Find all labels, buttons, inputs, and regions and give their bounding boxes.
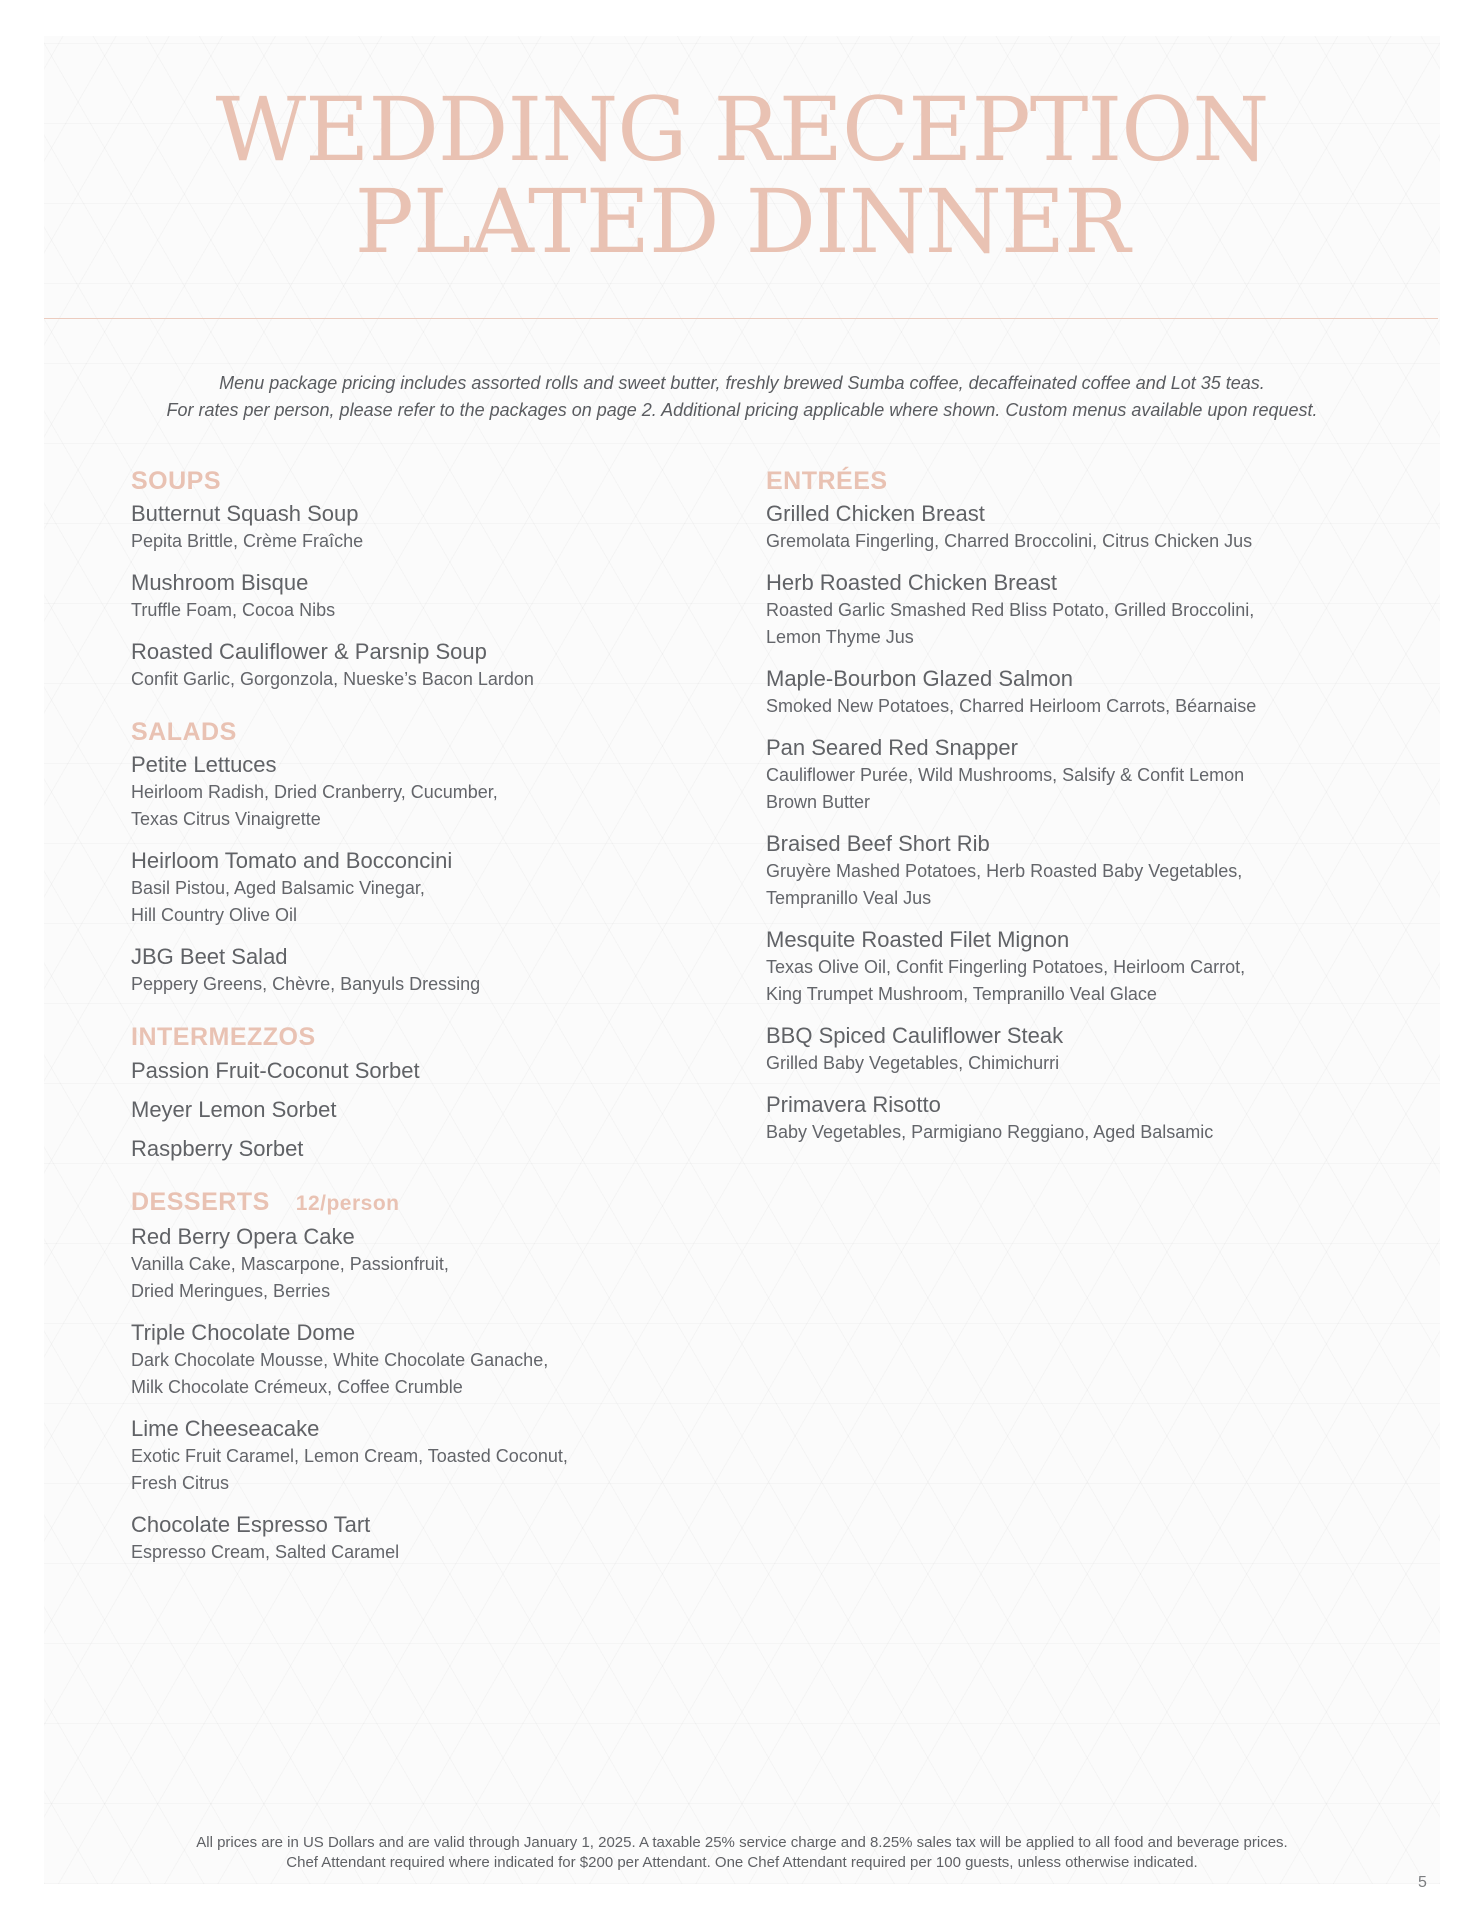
item-name: Butternut Squash Soup (131, 501, 359, 526)
menu-item (766, 500, 1366, 555)
item-description: Pepita Brittle, Crème Fraîche (131, 531, 364, 551)
menu-item (766, 1022, 1366, 1077)
item-name: BBQ Spiced Cauliflower Steak (766, 1023, 1064, 1048)
menu-item (131, 1056, 691, 1085)
item-description: Milk Chocolate Crémeux, Coffee Crumble (131, 1377, 463, 1397)
section-title-desserts (131, 1187, 691, 1219)
item-description: Exotic Fruit Caramel, Lemon Cream, Toasted Coconut, (131, 1446, 568, 1466)
item-name: Meyer Lemon Sorbet (131, 1097, 337, 1122)
item-description: Fresh Citrus (131, 1473, 230, 1493)
title-line-1: WEDDING RECEPTION (215, 78, 1269, 181)
menu-item (766, 665, 1366, 720)
item-name: Heirloom Tomato and Bocconcini (131, 848, 453, 873)
menu-item (766, 1091, 1366, 1146)
item-description: Tempranillo Veal Jus (766, 888, 932, 908)
item-description: Smoked New Potatoes, Charred Heirloom Carrots, Béarnaise (766, 696, 1257, 716)
menu-item (131, 1511, 691, 1566)
menu-item (131, 1319, 691, 1401)
item-description: Dark Chocolate Mousse, White Chocolate Ganache, (131, 1350, 549, 1370)
intermezzos-section (131, 1022, 691, 1163)
menu-item (131, 751, 691, 833)
item-name: Maple-Bourbon Glazed Salmon (766, 666, 1073, 691)
item-description: Baby Vegetables, Parmigiano Reggiano, Aged Balsamic (766, 1122, 1214, 1142)
item-name: Mushroom Bisque (131, 570, 309, 595)
item-name: Braised Beef Short Rib (766, 831, 990, 856)
item-description: Basil Pistou, Aged Balsamic Vinegar, (131, 878, 425, 898)
salads-section (131, 717, 691, 998)
intro-line-2: For rates per person, please refer to the packages on page 2. Additional pricing applicable where shown. Custom menus available upon request. (166, 400, 1318, 420)
entrees-section (766, 466, 1366, 1146)
intro-line-1: Menu package pricing includes assorted rolls and sweet butter, freshly brewed Sumba coffee, decaffeinated coffee and Lot 35 teas. (219, 373, 1265, 393)
menu-item (131, 1415, 691, 1497)
item-description: Gremolata Fingerling, Charred Broccolini, Citrus Chicken Jus (766, 531, 1253, 551)
item-description: Roasted Garlic Smashed Red Bliss Potato, Grilled Broccolini, (766, 600, 1255, 620)
item-description: Cauliflower Purée, Wild Mushrooms, Salsify & Confit Lemon (766, 765, 1245, 785)
item-name: Primavera Risotto (766, 1092, 941, 1117)
menu-item (131, 1134, 691, 1163)
item-description: Peppery Greens, Chèvre, Banyuls Dressing (131, 974, 481, 994)
desserts-title-label: DESSERTS (131, 1188, 270, 1216)
menu-item (131, 1223, 691, 1305)
item-description: Vanilla Cake, Mascarpone, Passionfruit, (131, 1254, 449, 1274)
menu-item (131, 1095, 691, 1124)
section-title-intermezzos: INTERMEZZOS (131, 1023, 316, 1051)
menu-item (131, 569, 691, 624)
item-name: Raspberry Sorbet (131, 1136, 304, 1161)
item-name: JBG Beet Salad (131, 944, 288, 969)
footer-line-2: Chef Attendant required where indicated for $200 per Attendant. One Chef Attendant required per 100 guests, unless otherwise indicated. (286, 1854, 1198, 1871)
title-line-2: PLATED DINNER (354, 170, 1130, 273)
item-name: Mesquite Roasted Filet Mignon (766, 927, 1070, 952)
desserts-price: 12/person (295, 1192, 400, 1215)
item-description: Texas Citrus Vinaigrette (131, 809, 321, 829)
footer-disclaimer (44, 1833, 1440, 1873)
title-divider (44, 318, 1438, 319)
item-name: Lime Cheeseacake (131, 1416, 320, 1441)
menu-item (766, 569, 1366, 651)
item-name: Grilled Chicken Breast (766, 501, 985, 526)
menu-item (131, 500, 691, 555)
item-description: Lemon Thyme Jus (766, 627, 914, 647)
item-name: Pan Seared Red Snapper (766, 735, 1018, 760)
menu-item (131, 847, 691, 929)
item-name: Petite Lettuces (131, 752, 277, 777)
item-name: Chocolate Espresso Tart (131, 1512, 371, 1537)
section-title-salads: SALADS (131, 718, 237, 746)
left-column (131, 466, 691, 1590)
section-title-soups: SOUPS (131, 467, 222, 495)
page-title (44, 78, 1440, 273)
item-name: Roasted Cauliflower & Parsnip Soup (131, 639, 487, 664)
soups-section (131, 466, 691, 693)
item-description: King Trumpet Mushroom, Tempranillo Veal Glace (766, 984, 1157, 1004)
item-description: Espresso Cream, Salted Caramel (131, 1542, 400, 1562)
item-description: Grilled Baby Vegetables, Chimichurri (766, 1053, 1060, 1073)
desserts-section (131, 1187, 691, 1566)
item-description: Truffle Foam, Cocoa Nibs (131, 600, 336, 620)
menu-item (131, 943, 691, 998)
item-name: Triple Chocolate Dome (131, 1320, 356, 1345)
item-description: Confit Garlic, Gorgonzola, Nueske’s Bacon Lardon (131, 669, 534, 689)
item-description: Dried Meringues, Berries (131, 1281, 331, 1301)
menu-item (766, 830, 1366, 912)
menu-item (766, 734, 1366, 816)
menu-item (766, 926, 1366, 1008)
item-name: Herb Roasted Chicken Breast (766, 570, 1058, 595)
item-name: Passion Fruit-Coconut Sorbet (131, 1058, 420, 1083)
menu-item (131, 638, 691, 693)
intro-text (44, 370, 1440, 424)
item-description: Heirloom Radish, Dried Cranberry, Cucumber, (131, 782, 498, 802)
right-column (766, 466, 1366, 1170)
footer-line-1: All prices are in US Dollars and are valid through January 1, 2025. A taxable 25% service charge and 8.25% sales tax will be applied to all food and beverage prices. (196, 1834, 1288, 1851)
item-description: Gruyère Mashed Potatoes, Herb Roasted Baby Vegetables, (766, 861, 1243, 881)
page-number: 5 (1418, 1874, 1427, 1891)
item-description: Brown Butter (766, 792, 871, 812)
item-description: Hill Country Olive Oil (131, 905, 298, 925)
item-name: Red Berry Opera Cake (131, 1224, 355, 1249)
item-description: Texas Olive Oil, Confit Fingerling Potatoes, Heirloom Carrot, (766, 957, 1246, 977)
section-title-entrees: ENTRÉES (766, 467, 888, 495)
